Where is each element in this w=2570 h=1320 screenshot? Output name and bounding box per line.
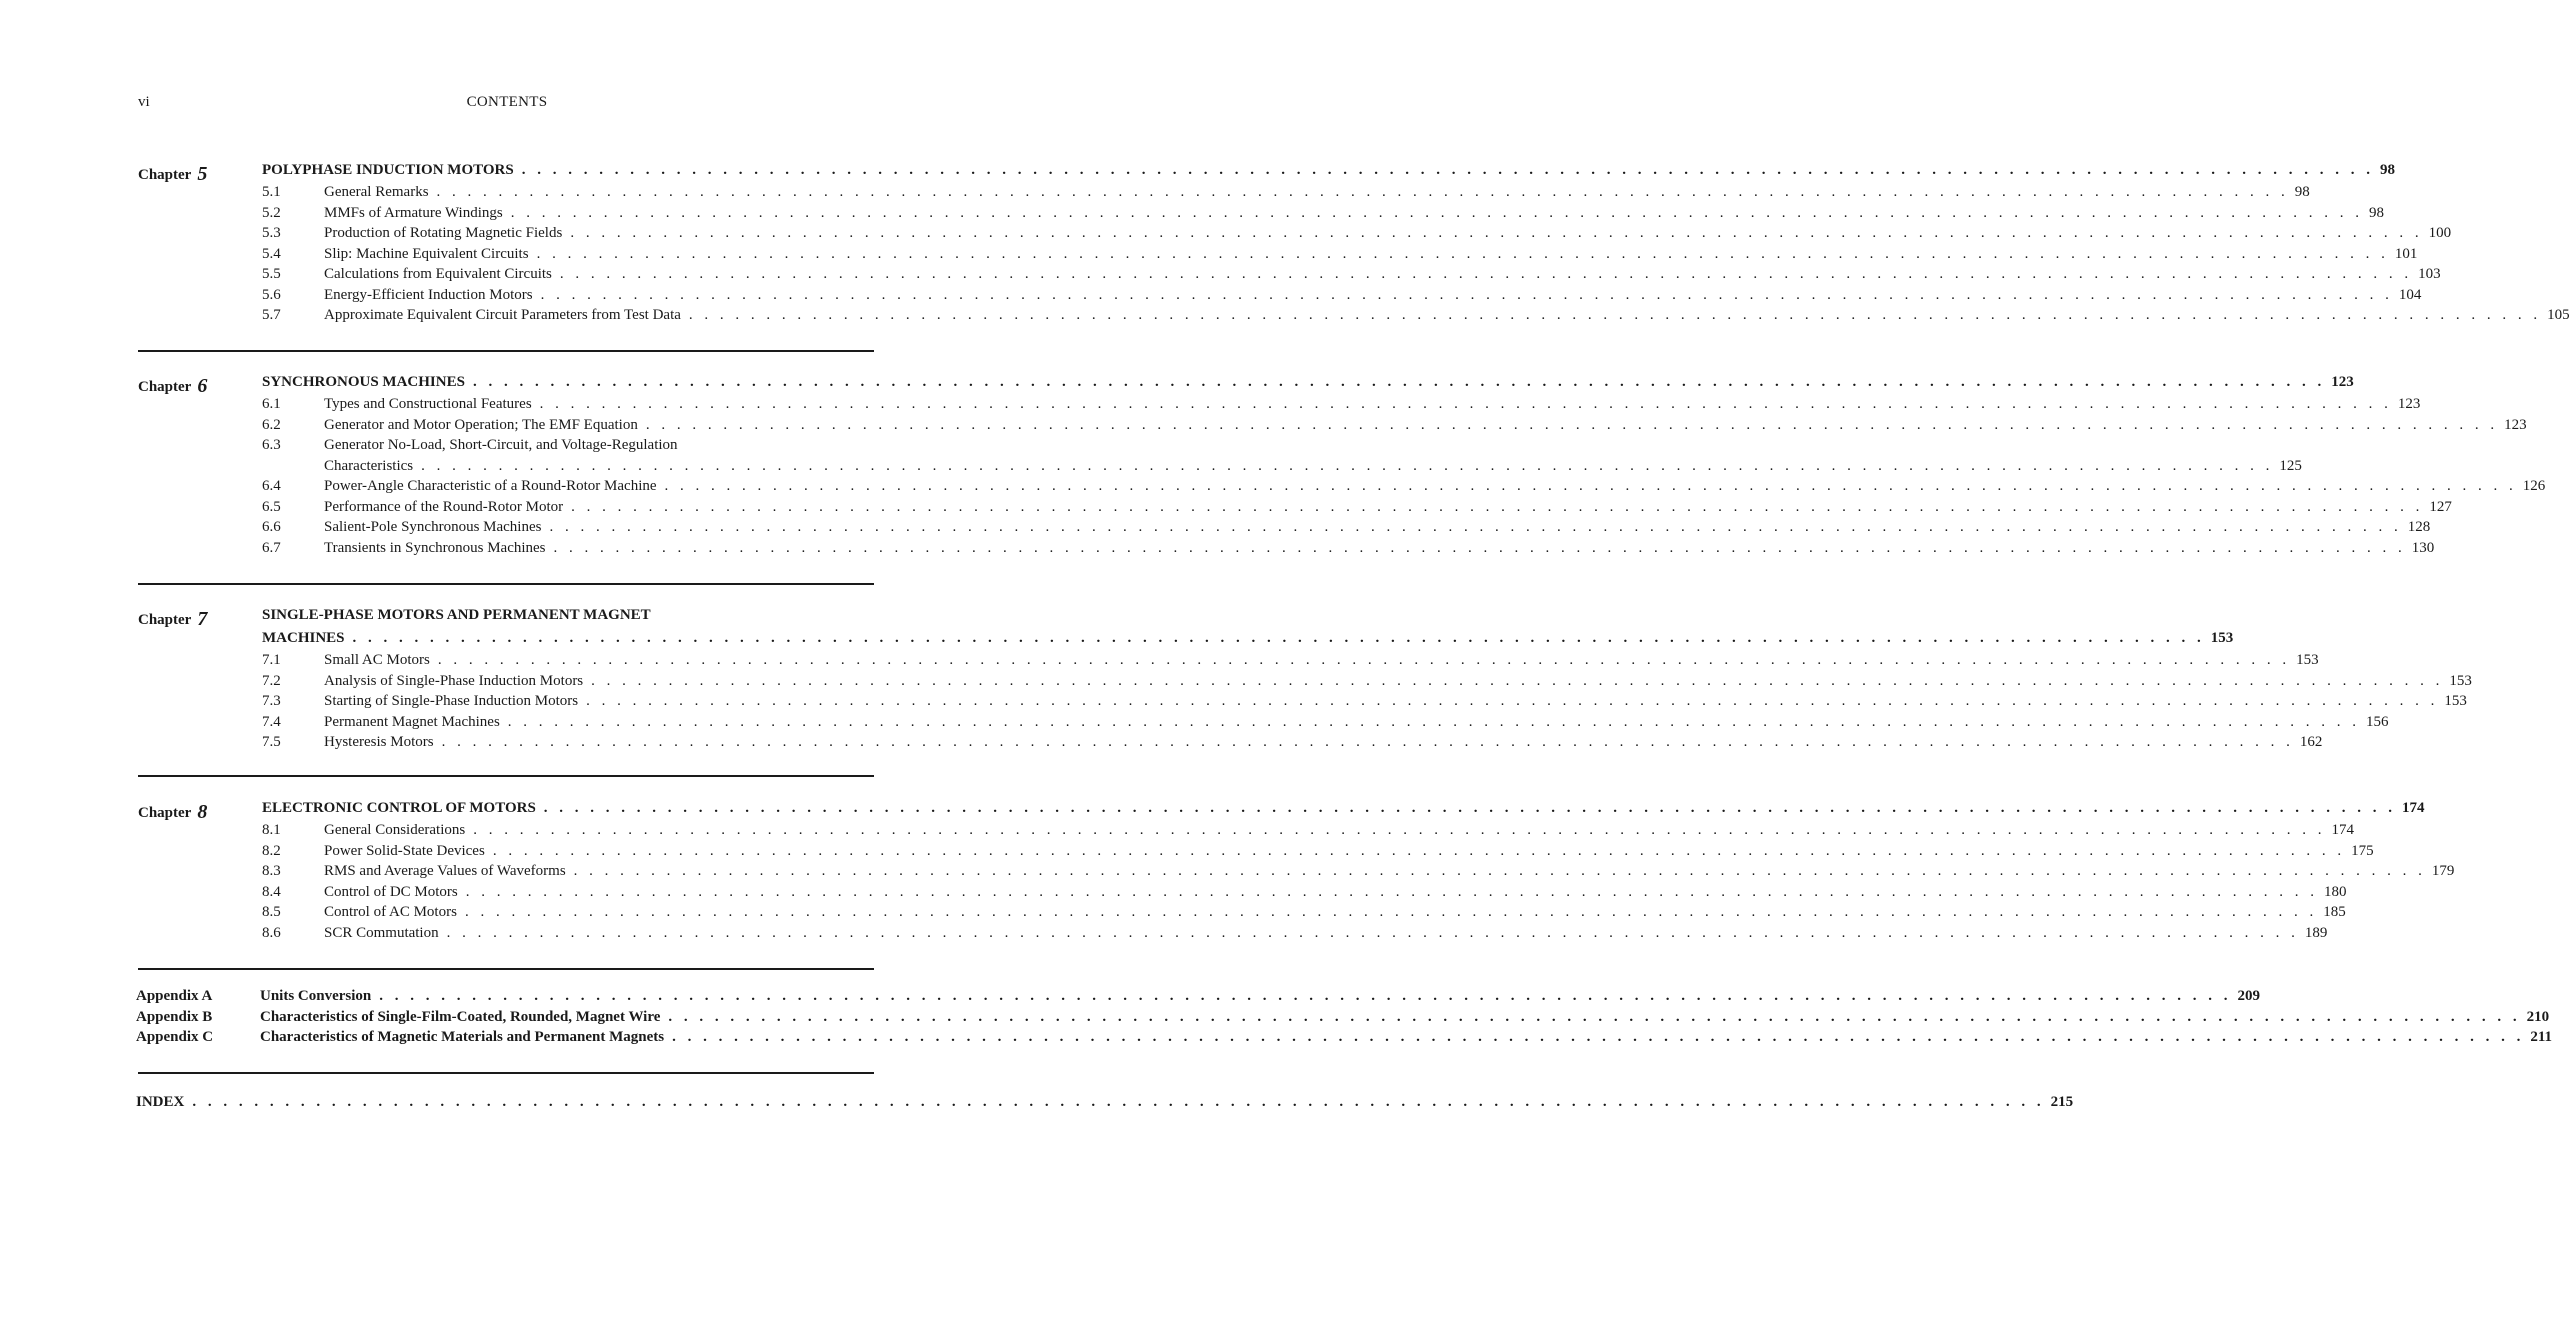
appendix-title: Units Conversion [260, 988, 372, 1004]
dot-leader: . . . . . . . . . . . . . . . . . . . . . . . . . . . . . . . . . . . . . . . . . . . . . . . . . . . . . . . . . . . . . . . . . . . . . . . . . . . . . . . . . . . . . . . . . . . . . . . . . . . . . . . . . . . . . . . . . . . . . . . . [446, 924, 2299, 941]
section-entry[interactable] [262, 713, 2389, 734]
section-page: 162 [2299, 734, 2323, 750]
section-title: Production of Rotating Magnetic Fields [324, 225, 563, 241]
section-entry[interactable] [262, 245, 2418, 266]
section-number: 6.2 [262, 416, 281, 433]
appendix-entry[interactable] [136, 988, 2261, 1008]
chapter-title: MACHINES [262, 630, 345, 646]
dot-leader: . . . . . . . . . . . . . . . . . . . . . . . . . . . . . . . . . . . . . . . . . . . . . . . . . . . . . . . . . . . . . . . . . . . . . . . . . . . . . . . . . . . . . . . . . . . . . . . . . . . . . . . . . . . . . . . . . . . . . . . . [664, 478, 2517, 494]
section-entry[interactable] [262, 478, 2546, 498]
section-page: 127 [2429, 498, 2452, 515]
section-title: Control of AC Motors [324, 904, 457, 920]
section-entry[interactable] [262, 883, 2347, 904]
section-number: 5.6 [262, 286, 281, 303]
section-number: 7.3 [262, 693, 281, 709]
section-number: 5.2 [262, 204, 281, 221]
section-entry-continued[interactable] [262, 457, 2302, 478]
section-title: MMFs of Armature Windings [324, 204, 503, 221]
section-title: Transients in Synchronous Machines [324, 539, 546, 556]
section-number: 5.3 [262, 225, 281, 241]
section-entry[interactable] [262, 396, 2421, 416]
section-entry[interactable] [262, 652, 2319, 672]
index-entry[interactable] [136, 1094, 2074, 1114]
running-title: CONTENTS [466, 94, 548, 110]
dot-leader: . . . . . . . . . . . . . . . . . . . . . . . . . . . . . . . . . . . . . . . . . . . . . . . . . . . . . . . . . . . . . . . . . . . . . . . . . . . . . . . . . . . . . . . . . . . . . . . . . . . . . . . . . . . . . . . . . . . . . . . . [540, 286, 2393, 303]
chapter-label [138, 607, 207, 630]
section-page: 98 [2368, 204, 2384, 221]
appendix-label: Appendix C [136, 1029, 214, 1045]
section-entry[interactable] [262, 693, 2467, 713]
section-divider [138, 350, 874, 352]
section-number: 8.5 [262, 904, 281, 920]
section-entry[interactable] [262, 672, 2472, 693]
appendix-label: Appendix A [136, 988, 213, 1004]
index-label: INDEX [136, 1094, 185, 1110]
section-title: Power Solid-State Devices [324, 842, 485, 859]
appendix-page: 210 [2526, 1009, 2550, 1025]
chapter-page: 174 [2402, 800, 2425, 816]
section-number: 6.5 [262, 498, 281, 515]
section-entry[interactable] [262, 204, 2384, 225]
section-page: 123 [2397, 396, 2421, 412]
section-page: 153 [2296, 652, 2319, 668]
section-entry[interactable] [262, 498, 2452, 519]
dot-leader: . . . . . . . . . . . . . . . . . . . . . . . . . . . . . . . . . . . . . . . . . . . . . . . . . . . . . . . . . . . . . . . . . . . . . . . . . . . . . . . . . . . . . . . . . . . . . . . . . . . . . . . . . . . . . . . . . . . . . . . . [559, 266, 2413, 282]
chapter-title-entry[interactable] [262, 630, 2234, 650]
dot-leader: . . . . . . . . . . . . . . . . . . . . . . . . . . . . . . . . . . . . . . . . . . . . . . . . . . . . . . . . . . . . . . . . . . . . . . . . . . . . . . . . . . . . . . . . . . . . . . . . . . . . . . . . . . . . . . . . . . . . . . . . [437, 652, 2291, 668]
appendix-title: Characteristics of Single-Film-Coated, Rounded, Magnet Wire [260, 1009, 661, 1025]
section-entry[interactable] [262, 734, 2323, 754]
appendix-label: Appendix B [136, 1009, 213, 1025]
section-number: 7.5 [262, 734, 281, 750]
dot-leader: . . . . . . . . . . . . . . . . . . . . . . . . . . . . . . . . . . . . . . . . . . . . . . . . . . . . . . . . . . . . . . . . . . . . . . . . . . . . . . . . . . . . . . . . . . . . . . . . . . . . . . . . . . . . . . . . . . . . . . . . [472, 374, 2326, 390]
section-page: 123 [2504, 416, 2527, 433]
section-page: 179 [2431, 863, 2455, 879]
section-divider [138, 968, 874, 970]
chapter-page: 123 [2331, 374, 2354, 390]
section-number: 8.1 [262, 822, 281, 838]
section-entry[interactable] [262, 924, 2328, 945]
appendix-entry[interactable] [136, 1029, 2552, 1049]
section-entry[interactable] [262, 539, 2435, 560]
section-title: Generator No-Load, Short-Circuit, and Voltage-Regulation [324, 437, 678, 453]
dot-leader: . . . . . . . . . . . . . . . . . . . . . . . . . . . . . . . . . . . . . . . . . . . . . . . . . . . . . . . . . . . . . . . . . . . . . . . . . . . . . . . . . . . . . . . . . . . . . . . . . . . . . . . . . . . . . . . . . . . . . . . . [436, 184, 2289, 200]
section-page: 185 [2323, 904, 2346, 920]
dot-leader: . . . . . . . . . . . . . . . . . . . . . . . . . . . . . . . . . . . . . . . . . . . . . . . . . . . . . . . . . . . . . . . . . . . . . . . . . . . . . . . . . . . . . . . . . . . . . . . . . . . . . . . . . . . . . . . . . . . . . . . . [473, 822, 2326, 838]
section-title: Small AC Motors [324, 652, 430, 668]
dot-leader: . . . . . . . . . . . . . . . . . . . . . . . . . . . . . . . . . . . . . . . . . . . . . . . . . . . . . . . . . . . . . . . . . . . . . . . . . . . . . . . . . . . . . . . . . . . . . . . . . . . . . . . . . . . . . . . . . . . . . . . . [441, 734, 2294, 750]
section-number: 6.7 [262, 539, 281, 556]
section-number: 6.1 [262, 396, 281, 412]
chapter-number: 5 [197, 163, 208, 185]
chapter-word: Chapter [138, 612, 192, 628]
dot-leader: . . . . . . . . . . . . . . . . . . . . . . . . . . . . . . . . . . . . . . . . . . . . . . . . . . . . . . . . . . . . . . . . . . . . . . . . . . . . . . . . . . . . . . . . . . . . . . . . . . . . . . . . . . . . . . . . . . . . . . . . [549, 519, 2402, 535]
appendix-page: 211 [2530, 1029, 2552, 1045]
chapter-number: 6 [197, 375, 208, 397]
section-page: 175 [2351, 842, 2374, 859]
section-number: 5.7 [262, 307, 281, 323]
section-page: 153 [2444, 693, 2467, 709]
dot-leader: . . . . . . . . . . . . . . . . . . . . . . . . . . . . . . . . . . . . . . . . . . . . . . . . . . . . . . . . . . . . . . . . . . . . . . . . . . . . . . . . . . . . . . . . . . . . . . . . . . . . . . . . . . . . . . . . . . . . . . . . [645, 416, 2499, 433]
section-page: 105 [2547, 307, 2570, 323]
dot-leader: . . . . . . . . . . . . . . . . . . . . . . . . . . . . . . . . . . . . . . . . . . . . . . . . . . . . . . . . . . . . . . . . . . . . . . . . . . . . . . . . . . . . . . . . . . . . . . . . . . . . . . . . . . . . . . . . . . . . . . . . [421, 457, 2274, 474]
chapter-page: 153 [2210, 630, 2234, 646]
section-page: 126 [2522, 478, 2546, 494]
section-entry[interactable] [262, 842, 2374, 863]
appendix-title: Characteristics of Magnetic Materials and Permanent Magnets [260, 1029, 665, 1045]
dot-leader: . . . . . . . . . . . . . . . . . . . . . . . . . . . . . . . . . . . . . . . . . . . . . . . . . . . . . . . . . . . . . . . . . . . . . . . . . . . . . . . . . . . . . . . . . . . . . . . . . . . . . . . . . . . . . . . . . . . . . . . . [521, 162, 2374, 178]
section-divider [138, 775, 874, 777]
dot-leader: . . . . . . . . . . . . . . . . . . . . . . . . . . . . . . . . . . . . . . . . . . . . . . . . . . . . . . . . . . . . . . . . . . . . . . . . . . . . . . . . . . . . . . . . . . . . . . . . . . . . . . . . . . . . . . . . . . . . . . . . [586, 693, 2439, 709]
section-entry[interactable] [262, 822, 2354, 842]
section-number: 8.2 [262, 842, 281, 859]
section-number: 5.4 [262, 245, 281, 262]
section-title: Calculations from Equivalent Circuits [324, 266, 552, 282]
section-entry[interactable] [262, 904, 2346, 924]
dot-leader: . . . . . . . . . . . . . . . . . . . . . . . . . . . . . . . . . . . . . . . . . . . . . . . . . . . . . . . . . . . . . . . . . . . . . . . . . . . . . . . . . . . . . . . . . . . . . . . . . . . . . . . . . . . . . . . . . . . . . . . . [192, 1094, 2045, 1110]
section-divider [138, 583, 874, 585]
chapter-number: 8 [197, 801, 208, 823]
section-title: Salient-Pole Synchronous Machines [324, 519, 542, 535]
section-title: RMS and Average Values of Waveforms [324, 863, 566, 879]
section-page: 156 [2366, 713, 2389, 730]
section-title: Energy-Efficient Induction Motors [324, 286, 533, 303]
dot-leader: . . . . . . . . . . . . . . . . . . . . . . . . . . . . . . . . . . . . . . . . . . . . . . . . . . . . . . . . . . . . . . . . . . . . . . . . . . . . . . . . . . . . . . . . . . . . . . . . . . . . . . . . . . . . . . . . . . . . . . . . [539, 396, 2392, 412]
section-number: 7.4 [262, 713, 281, 730]
section-page: 128 [2407, 519, 2431, 535]
dot-leader: . . . . . . . . . . . . . . . . . . . . . . . . . . . . . . . . . . . . . . . . . . . . . . . . . . . . . . . . . . . . . . . . . . . . . . . . . . . . . . . . . . . . . . . . . . . . . . . . . . . . . . . . . . . . . . . . . . . . . . . . [688, 307, 2542, 323]
section-page: 100 [2428, 225, 2452, 241]
section-entry[interactable] [262, 225, 2452, 245]
chapter-title-entry[interactable] [262, 162, 2395, 182]
section-title: Hysteresis Motors [324, 734, 434, 750]
chapter-title-entry[interactable] [262, 607, 874, 627]
section-divider [138, 1072, 874, 1074]
dot-leader: . . . . . . . . . . . . . . . . . . . . . . . . . . . . . . . . . . . . . . . . . . . . . . . . . . . . . . . . . . . . . . . . . . . . . . . . . . . . . . . . . . . . . . . . . . . . . . . . . . . . . . . . . . . . . . . . . . . . . . . . [465, 883, 2319, 900]
section-number: 6.3 [262, 437, 281, 453]
dot-leader: . . . . . . . . . . . . . . . . . . . . . . . . . . . . . . . . . . . . . . . . . . . . . . . . . . . . . . . . . . . . . . . . . . . . . . . . . . . . . . . . . . . . . . . . . . . . . . . . . . . . . . . . . . . . . . . . . . . . . . . . [672, 1029, 2525, 1045]
dot-leader: . . . . . . . . . . . . . . . . . . . . . . . . . . . . . . . . . . . . . . . . . . . . . . . . . . . . . . . . . . . . . . . . . . . . . . . . . . . . . . . . . . . . . . . . . . . . . . . . . . . . . . . . . . . . . . . . . . . . . . . . [571, 498, 2424, 515]
section-title: General Remarks [324, 184, 429, 200]
section-entry[interactable] [262, 863, 2455, 883]
section-page: 101 [2394, 245, 2418, 262]
chapter-label [138, 374, 207, 397]
dot-leader: . . . . . . . . . . . . . . . . . . . . . . . . . . . . . . . . . . . . . . . . . . . . . . . . . . . . . . . . . . . . . . . . . . . . . . . . . . . . . . . . . . . . . . . . . . . . . . . . . . . . . . . . . . . . . . . . . . . . . . . . [352, 630, 2205, 646]
chapter-title-entry[interactable] [262, 800, 2425, 820]
section-number: 5.5 [262, 266, 281, 282]
section-entry[interactable] [262, 266, 2441, 286]
index-page: 215 [2050, 1094, 2074, 1110]
chapter-title: ELECTRONIC CONTROL OF MOTORS [262, 800, 536, 816]
section-title: Control of DC Motors [324, 883, 458, 900]
chapter-word: Chapter [138, 805, 192, 821]
chapter-word: Chapter [138, 167, 192, 183]
dot-leader: . . . . . . . . . . . . . . . . . . . . . . . . . . . . . . . . . . . . . . . . . . . . . . . . . . . . . . . . . . . . . . . . . . . . . . . . . . . . . . . . . . . . . . . . . . . . . . . . . . . . . . . . . . . . . . . . . . . . . . . . [510, 204, 2363, 221]
section-title: Approximate Equivalent Circuit Parameters from Test Data [324, 307, 681, 323]
chapter-number: 7 [197, 608, 208, 630]
chapter-title-entry[interactable] [262, 374, 2354, 394]
section-page: 130 [2411, 539, 2435, 556]
section-page: 125 [2279, 457, 2302, 474]
section-number: 8.6 [262, 924, 281, 941]
section-title-continued: Characteristics [324, 457, 414, 474]
dot-leader: . . . . . . . . . . . . . . . . . . . . . . . . . . . . . . . . . . . . . . . . . . . . . . . . . . . . . . . . . . . . . . . . . . . . . . . . . . . . . . . . . . . . . . . . . . . . . . . . . . . . . . . . . . . . . . . . . . . . . . . . [543, 800, 2397, 816]
section-number: 6.4 [262, 478, 281, 494]
dot-leader: . . . . . . . . . . . . . . . . . . . . . . . . . . . . . . . . . . . . . . . . . . . . . . . . . . . . . . . . . . . . . . . . . . . . . . . . . . . . . . . . . . . . . . . . . . . . . . . . . . . . . . . . . . . . . . . . . . . . . . . . [536, 245, 2389, 262]
section-entry[interactable] [262, 286, 2422, 307]
chapter-title: SINGLE-PHASE MOTORS AND PERMANENT MAGNET [262, 607, 651, 623]
dot-leader: . . . . . . . . . . . . . . . . . . . . . . . . . . . . . . . . . . . . . . . . . . . . . . . . . . . . . . . . . . . . . . . . . . . . . . . . . . . . . . . . . . . . . . . . . . . . . . . . . . . . . . . . . . . . . . . . . . . . . . . . [492, 842, 2346, 859]
dot-leader: . . . . . . . . . . . . . . . . . . . . . . . . . . . . . . . . . . . . . . . . . . . . . . . . . . . . . . . . . . . . . . . . . . . . . . . . . . . . . . . . . . . . . . . . . . . . . . . . . . . . . . . . . . . . . . . . . . . . . . . . [668, 1009, 2521, 1025]
appendix-page: 209 [2237, 988, 2261, 1004]
dot-leader: . . . . . . . . . . . . . . . . . . . . . . . . . . . . . . . . . . . . . . . . . . . . . . . . . . . . . . . . . . . . . . . . . . . . . . . . . . . . . . . . . . . . . . . . . . . . . . . . . . . . . . . . . . . . . . . . . . . . . . . . [591, 672, 2444, 689]
section-number: 7.1 [262, 652, 281, 668]
section-page: 189 [2304, 924, 2328, 941]
section-number: 8.4 [262, 883, 281, 900]
section-number: 6.6 [262, 519, 281, 535]
chapter-title: POLYPHASE INDUCTION MOTORS [262, 162, 514, 178]
chapter-label [138, 800, 207, 823]
dot-leader: . . . . . . . . . . . . . . . . . . . . . . . . . . . . . . . . . . . . . . . . . . . . . . . . . . . . . . . . . . . . . . . . . . . . . . . . . . . . . . . . . . . . . . . . . . . . . . . . . . . . . . . . . . . . . . . . . . . . . . . . [570, 225, 2423, 241]
section-title: Performance of the Round-Rotor Motor [324, 498, 564, 515]
chapter-title: SYNCHRONOUS MACHINES [262, 374, 465, 390]
section-title: General Considerations [324, 822, 466, 838]
dot-leader: . . . . . . . . . . . . . . . . . . . . . . . . . . . . . . . . . . . . . . . . . . . . . . . . . . . . . . . . . . . . . . . . . . . . . . . . . . . . . . . . . . . . . . . . . . . . . . . . . . . . . . . . . . . . . . . . . . . . . . . . [553, 539, 2406, 556]
section-title: Types and Constructional Features [324, 396, 532, 412]
section-number: 7.2 [262, 672, 281, 689]
section-page: 98 [2294, 184, 2310, 200]
section-page: 104 [2398, 286, 2422, 303]
section-entry[interactable] [262, 184, 2310, 204]
section-title: Permanent Magnet Machines [324, 713, 500, 730]
section-title: SCR Commutation [324, 924, 439, 941]
dot-leader: . . . . . . . . . . . . . . . . . . . . . . . . . . . . . . . . . . . . . . . . . . . . . . . . . . . . . . . . . . . . . . . . . . . . . . . . . . . . . . . . . . . . . . . . . . . . . . . . . . . . . . . . . . . . . . . . . . . . . . . . [573, 863, 2426, 879]
section-number: 5.1 [262, 184, 281, 200]
dot-leader: . . . . . . . . . . . . . . . . . . . . . . . . . . . . . . . . . . . . . . . . . . . . . . . . . . . . . . . . . . . . . . . . . . . . . . . . . . . . . . . . . . . . . . . . . . . . . . . . . . . . . . . . . . . . . . . . . . . . . . . . [507, 713, 2361, 730]
section-page: 174 [2331, 822, 2354, 838]
section-title: Power-Angle Characteristic of a Round-Rotor Machine [324, 478, 657, 494]
section-title: Generator and Motor Operation; The EMF Equation [324, 416, 638, 433]
section-number: 8.3 [262, 863, 281, 879]
section-entry[interactable] [262, 307, 2570, 327]
chapter-word: Chapter [138, 379, 192, 395]
chapter-page: 98 [2379, 162, 2395, 178]
section-page: 103 [2418, 266, 2441, 282]
appendix-entry[interactable] [136, 1009, 2550, 1029]
section-title: Slip: Machine Equivalent Circuits [324, 245, 529, 262]
section-entry[interactable] [262, 437, 874, 457]
section-page: 180 [2324, 883, 2347, 900]
section-entry[interactable] [262, 416, 2527, 437]
dot-leader: . . . . . . . . . . . . . . . . . . . . . . . . . . . . . . . . . . . . . . . . . . . . . . . . . . . . . . . . . . . . . . . . . . . . . . . . . . . . . . . . . . . . . . . . . . . . . . . . . . . . . . . . . . . . . . . . . . . . . . . . [379, 988, 2232, 1004]
section-title: Analysis of Single-Phase Induction Motors [324, 672, 584, 689]
section-title: Starting of Single-Phase Induction Motors [324, 693, 579, 709]
section-page: 153 [2449, 672, 2472, 689]
page-number: vi [138, 94, 150, 110]
dot-leader: . . . . . . . . . . . . . . . . . . . . . . . . . . . . . . . . . . . . . . . . . . . . . . . . . . . . . . . . . . . . . . . . . . . . . . . . . . . . . . . . . . . . . . . . . . . . . . . . . . . . . . . . . . . . . . . . . . . . . . . . [464, 904, 2318, 920]
section-entry[interactable] [262, 519, 2431, 539]
chapter-label [138, 162, 207, 185]
